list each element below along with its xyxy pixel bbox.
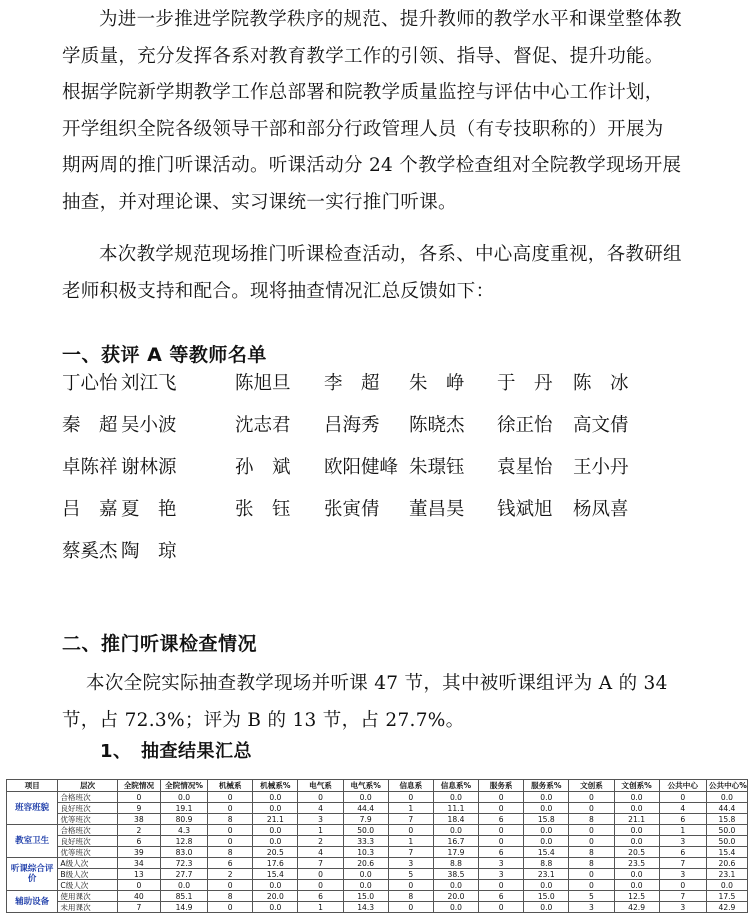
table-cell: 0.0: [343, 792, 388, 803]
table-cell: 23.1: [524, 869, 569, 880]
table-cell: 3: [388, 858, 433, 869]
table-cell: 7.9: [343, 814, 388, 825]
table-cell: 0.0: [433, 825, 478, 836]
table-cell: 0: [569, 803, 614, 814]
row-level-label: 合格班次: [58, 792, 118, 803]
table-cell: 17.9: [433, 847, 478, 858]
table-cell: 83.0: [160, 847, 207, 858]
table-cell: 13: [117, 869, 160, 880]
row-level-label: 良好班次: [58, 836, 118, 847]
table-cell: 2: [298, 836, 343, 847]
table-cell: 3: [659, 836, 706, 847]
teacher-name: 李 超: [324, 373, 380, 394]
table-cell: 0.0: [253, 792, 298, 803]
table-cell: 0: [117, 880, 160, 891]
table-cell: 0: [388, 825, 433, 836]
table-cell: 0: [479, 902, 524, 913]
table-cell: 3: [659, 869, 706, 880]
table-cell: 5: [388, 869, 433, 880]
column-header: 机械系%: [253, 780, 298, 792]
table-cell: 0.0: [614, 803, 659, 814]
intro-paragraph-1: 为进一步推进学院教学秩序的规范、提升教师的教学水平和课堂整体教学质量，充分发挥各系对教育教学工作的引领、指导、督促、提升功能。根据学院新学期教学工作总部署和院教学质量监控与评估中心工作计划，开学组织全院各级领导干部和部分行政管理人员（有专技职称的）开展为期两周的推门听课活动。听课活动分 24 个教学检查组对全院教学现场开展抽查，并对理论课、实习课统一实行推门听课。: [62, 9, 682, 213]
table-cell: 50.0: [706, 825, 747, 836]
group-label: 听课综合评价: [7, 858, 58, 891]
name-row: [62, 453, 702, 495]
column-header: 信息系%: [433, 780, 478, 792]
group-label: 教室卫生: [7, 825, 58, 858]
table-cell: 7: [388, 847, 433, 858]
teacher-name: 卓陈祥: [62, 457, 118, 478]
column-header: 全院情况%: [160, 780, 207, 792]
table-cell: 8: [208, 814, 253, 825]
table-cell: 0.0: [614, 792, 659, 803]
table-cell: 15.0: [524, 891, 569, 902]
table-cell: 0.0: [524, 902, 569, 913]
table-cell: 0: [569, 880, 614, 891]
table-cell: 0: [388, 792, 433, 803]
table-cell: 38: [117, 814, 160, 825]
table-cell: 8: [208, 847, 253, 858]
table-cell: 8: [208, 891, 253, 902]
column-header: 项目: [7, 780, 58, 792]
teacher-name: 孙 斌: [235, 457, 291, 478]
table-cell: 2: [208, 869, 253, 880]
table-header-row: [7, 780, 748, 792]
results-summary-table: [6, 779, 748, 913]
teacher-name: 钱斌旭: [497, 499, 553, 520]
column-header: 文创系: [569, 780, 614, 792]
table-cell: 3: [569, 902, 614, 913]
table-cell: 0.0: [343, 869, 388, 880]
table-cell: 6: [659, 847, 706, 858]
table-cell: 20.6: [706, 858, 747, 869]
table-cell: 15.4: [524, 847, 569, 858]
table-row: [7, 847, 748, 858]
table-cell: 7: [659, 891, 706, 902]
table-cell: 11.1: [433, 803, 478, 814]
name-row: [62, 411, 702, 453]
table-cell: 0.0: [614, 880, 659, 891]
table-cell: 16.7: [433, 836, 478, 847]
column-header: 机械系: [208, 780, 253, 792]
table-cell: 7: [659, 858, 706, 869]
row-level-label: 良好班次: [58, 803, 118, 814]
table-cell: 6: [479, 891, 524, 902]
table-cell: 20.0: [433, 891, 478, 902]
table-cell: 1: [388, 836, 433, 847]
table-cell: 7: [388, 814, 433, 825]
table-cell: 0: [298, 792, 343, 803]
table-cell: 0: [659, 880, 706, 891]
teacher-name: 吴小波: [121, 415, 177, 436]
teacher-name: 陈旭旦: [235, 373, 291, 394]
table-cell: 0: [208, 825, 253, 836]
table-cell: 6: [479, 814, 524, 825]
table-row: [7, 869, 748, 880]
row-level-label: A级人次: [58, 858, 118, 869]
table-row: [7, 891, 748, 902]
table-cell: 0: [569, 792, 614, 803]
table-cell: 0: [479, 792, 524, 803]
column-header: 公共中心: [659, 780, 706, 792]
table-cell: 3: [479, 869, 524, 880]
table-cell: 1: [298, 825, 343, 836]
table-cell: 0: [479, 880, 524, 891]
table-cell: 9: [117, 803, 160, 814]
table-cell: 0: [659, 792, 706, 803]
table-cell: 3: [659, 902, 706, 913]
table-cell: 8.8: [524, 858, 569, 869]
table-row: [7, 858, 748, 869]
section-heading-inspection: 二、推门听课检查情况: [62, 633, 258, 655]
row-level-label: C级人次: [58, 880, 118, 891]
table-cell: 39: [117, 847, 160, 858]
group-label: 辅助设备: [7, 891, 58, 913]
table-cell: 0.0: [160, 880, 207, 891]
teacher-name: 丁心怡: [62, 373, 118, 394]
table-cell: 0: [479, 825, 524, 836]
table-cell: 15.8: [706, 814, 747, 825]
table-cell: 1: [659, 825, 706, 836]
table-cell: 0: [479, 803, 524, 814]
table-cell: 0.0: [253, 880, 298, 891]
table-cell: 14.9: [160, 902, 207, 913]
table-cell: 33.3: [343, 836, 388, 847]
table-cell: 8: [569, 858, 614, 869]
table-cell: 42.9: [706, 902, 747, 913]
teacher-name: 沈志君: [235, 415, 291, 436]
teacher-name: 朱璟钰: [409, 457, 465, 478]
table-cell: 0.0: [524, 880, 569, 891]
table-cell: 8.8: [433, 858, 478, 869]
table-cell: 0: [569, 825, 614, 836]
table-cell: 44.4: [343, 803, 388, 814]
table-cell: 0: [208, 880, 253, 891]
table-row: [7, 825, 748, 836]
column-header: 层次: [58, 780, 118, 792]
table-cell: 21.1: [253, 814, 298, 825]
table-row: [7, 803, 748, 814]
a-grade-teacher-list: [62, 369, 702, 579]
table-cell: 3: [298, 814, 343, 825]
teacher-name: 张寅倩: [324, 499, 380, 520]
table-cell: 12.8: [160, 836, 207, 847]
row-level-label: 使用课次: [58, 891, 118, 902]
table-cell: 0.0: [706, 792, 747, 803]
name-row: [62, 537, 702, 579]
name-row: [62, 369, 702, 411]
table-cell: 72.3: [160, 858, 207, 869]
table-cell: 6: [479, 847, 524, 858]
table-row: [7, 902, 748, 913]
table-cell: 0: [569, 869, 614, 880]
teacher-name: 杨凤喜: [573, 499, 629, 520]
table-cell: 7: [117, 902, 160, 913]
teacher-name: 陶 琼: [121, 541, 177, 562]
table-cell: 0: [388, 902, 433, 913]
table-cell: 15.0: [343, 891, 388, 902]
inspection-summary-paragraph: 本次全院实际抽查教学现场并听课 47 节，其中被听课组评为 A 的 34 节，占 72.3%；评为 B 的 13 节，占 27.7%。: [62, 673, 668, 731]
table-cell: 0.0: [524, 836, 569, 847]
table-cell: 15.4: [706, 847, 747, 858]
table-cell: 12.5: [614, 891, 659, 902]
table-cell: 50.0: [343, 825, 388, 836]
table-cell: 0: [208, 902, 253, 913]
column-header: 服务系%: [524, 780, 569, 792]
table-cell: 1: [388, 803, 433, 814]
table-cell: 15.8: [524, 814, 569, 825]
teacher-name: 张 钰: [235, 499, 291, 520]
table-cell: 20.6: [343, 858, 388, 869]
table-cell: 21.1: [614, 814, 659, 825]
table-cell: 0.0: [253, 825, 298, 836]
teacher-name: 陈晓杰: [409, 415, 465, 436]
row-level-label: 合格班次: [58, 825, 118, 836]
group-label: 班容班貌: [7, 792, 58, 825]
table-row: [7, 792, 748, 803]
table-cell: 19.1: [160, 803, 207, 814]
teacher-name: 吕 嘉: [62, 499, 118, 520]
table-cell: 0.0: [524, 792, 569, 803]
teacher-name: 徐正怡: [497, 415, 553, 436]
table-cell: 0.0: [433, 880, 478, 891]
table-cell: 0: [208, 803, 253, 814]
table-row: [7, 880, 748, 891]
table-cell: 4: [659, 803, 706, 814]
column-header: 信息系: [388, 780, 433, 792]
column-header: 电气系: [298, 780, 343, 792]
table-cell: 0.0: [253, 803, 298, 814]
table-cell: 42.9: [614, 902, 659, 913]
table-cell: 6: [117, 836, 160, 847]
name-row: [62, 495, 702, 537]
table-cell: 23.5: [614, 858, 659, 869]
table-cell: 5: [569, 891, 614, 902]
table-cell: 17.6: [253, 858, 298, 869]
table-cell: 0: [208, 792, 253, 803]
column-header: 服务系: [479, 780, 524, 792]
teacher-name: 陈 冰: [573, 373, 629, 394]
table-cell: 85.1: [160, 891, 207, 902]
table-cell: 14.3: [343, 902, 388, 913]
teacher-name: 高文倩: [573, 415, 629, 436]
table-cell: 6: [298, 891, 343, 902]
teacher-name: 刘江飞: [121, 373, 177, 394]
row-level-label: 优等班次: [58, 847, 118, 858]
table-cell: 0.0: [524, 803, 569, 814]
table-cell: 18.4: [433, 814, 478, 825]
table-cell: 0.0: [160, 792, 207, 803]
table-cell: 20.5: [614, 847, 659, 858]
table-cell: 38.5: [433, 869, 478, 880]
table-cell: 0.0: [433, 902, 478, 913]
table-cell: 10.3: [343, 847, 388, 858]
teacher-name: 谢林源: [121, 457, 177, 478]
table-cell: 0: [479, 836, 524, 847]
table-cell: 2: [117, 825, 160, 836]
table-cell: 0: [298, 880, 343, 891]
table-cell: 20.0: [253, 891, 298, 902]
row-level-label: 优等班次: [58, 814, 118, 825]
table-cell: 0.0: [614, 869, 659, 880]
table-cell: 40: [117, 891, 160, 902]
teacher-name: 袁星怡: [497, 457, 553, 478]
table-cell: 50.0: [706, 836, 747, 847]
table-cell: 0.0: [253, 902, 298, 913]
table-cell: 0: [298, 869, 343, 880]
column-header: 文创系%: [614, 780, 659, 792]
table-cell: 15.4: [253, 869, 298, 880]
teacher-name: 董昌昊: [409, 499, 465, 520]
table-cell: 0.0: [524, 825, 569, 836]
table-cell: 17.5: [706, 891, 747, 902]
table-cell: 8: [569, 814, 614, 825]
table-cell: 34: [117, 858, 160, 869]
subheading-results-summary: 1、 抽查结果汇总: [100, 741, 253, 762]
table-cell: 20.5: [253, 847, 298, 858]
teacher-name: 于 丹: [497, 373, 553, 394]
table-cell: 0: [117, 792, 160, 803]
column-header: 电气系%: [343, 780, 388, 792]
table-cell: 3: [479, 858, 524, 869]
table-row: [7, 836, 748, 847]
table-row: [7, 814, 748, 825]
table-cell: 6: [659, 814, 706, 825]
section-heading-a-grade: 一、获评 A 等教师名单: [62, 344, 267, 366]
table-cell: 0: [208, 836, 253, 847]
teacher-name: 蔡奚杰: [62, 541, 118, 562]
table-cell: 44.4: [706, 803, 747, 814]
row-level-label: B级人次: [58, 869, 118, 880]
table-cell: 4: [298, 847, 343, 858]
teacher-name: 秦 超: [62, 415, 118, 436]
table-cell: 80.9: [160, 814, 207, 825]
table-cell: 0: [569, 836, 614, 847]
column-header: 公共中心%: [706, 780, 747, 792]
teacher-name: 欧阳健峰: [324, 457, 399, 478]
teacher-name: 夏 艳: [121, 499, 177, 520]
teacher-name: 吕海秀: [324, 415, 380, 436]
column-header: 全院情况: [117, 780, 160, 792]
intro-paragraph-2: 本次教学规范现场推门听课检查活动，各系、中心高度重视，各教研组老师积极支持和配合。现将抽查情况汇总反馈如下：: [62, 244, 682, 302]
table-cell: 7: [298, 858, 343, 869]
teacher-name: 王小丹: [573, 457, 629, 478]
table-cell: 0.0: [253, 836, 298, 847]
table-cell: 0.0: [614, 825, 659, 836]
table-cell: 23.1: [706, 869, 747, 880]
table-cell: 0.0: [343, 880, 388, 891]
table-cell: 8: [388, 891, 433, 902]
table-cell: 6: [208, 858, 253, 869]
table-cell: 8: [569, 847, 614, 858]
table-cell: 1: [298, 902, 343, 913]
teacher-name: 朱 峥: [409, 373, 465, 394]
table-cell: 4.3: [160, 825, 207, 836]
table-cell: 0.0: [706, 880, 747, 891]
table-cell: 0.0: [433, 792, 478, 803]
table-cell: 27.7: [160, 869, 207, 880]
table-cell: 0.0: [614, 836, 659, 847]
table-cell: 4: [298, 803, 343, 814]
table-cell: 0: [388, 880, 433, 891]
row-level-label: 未用课次: [58, 902, 118, 913]
